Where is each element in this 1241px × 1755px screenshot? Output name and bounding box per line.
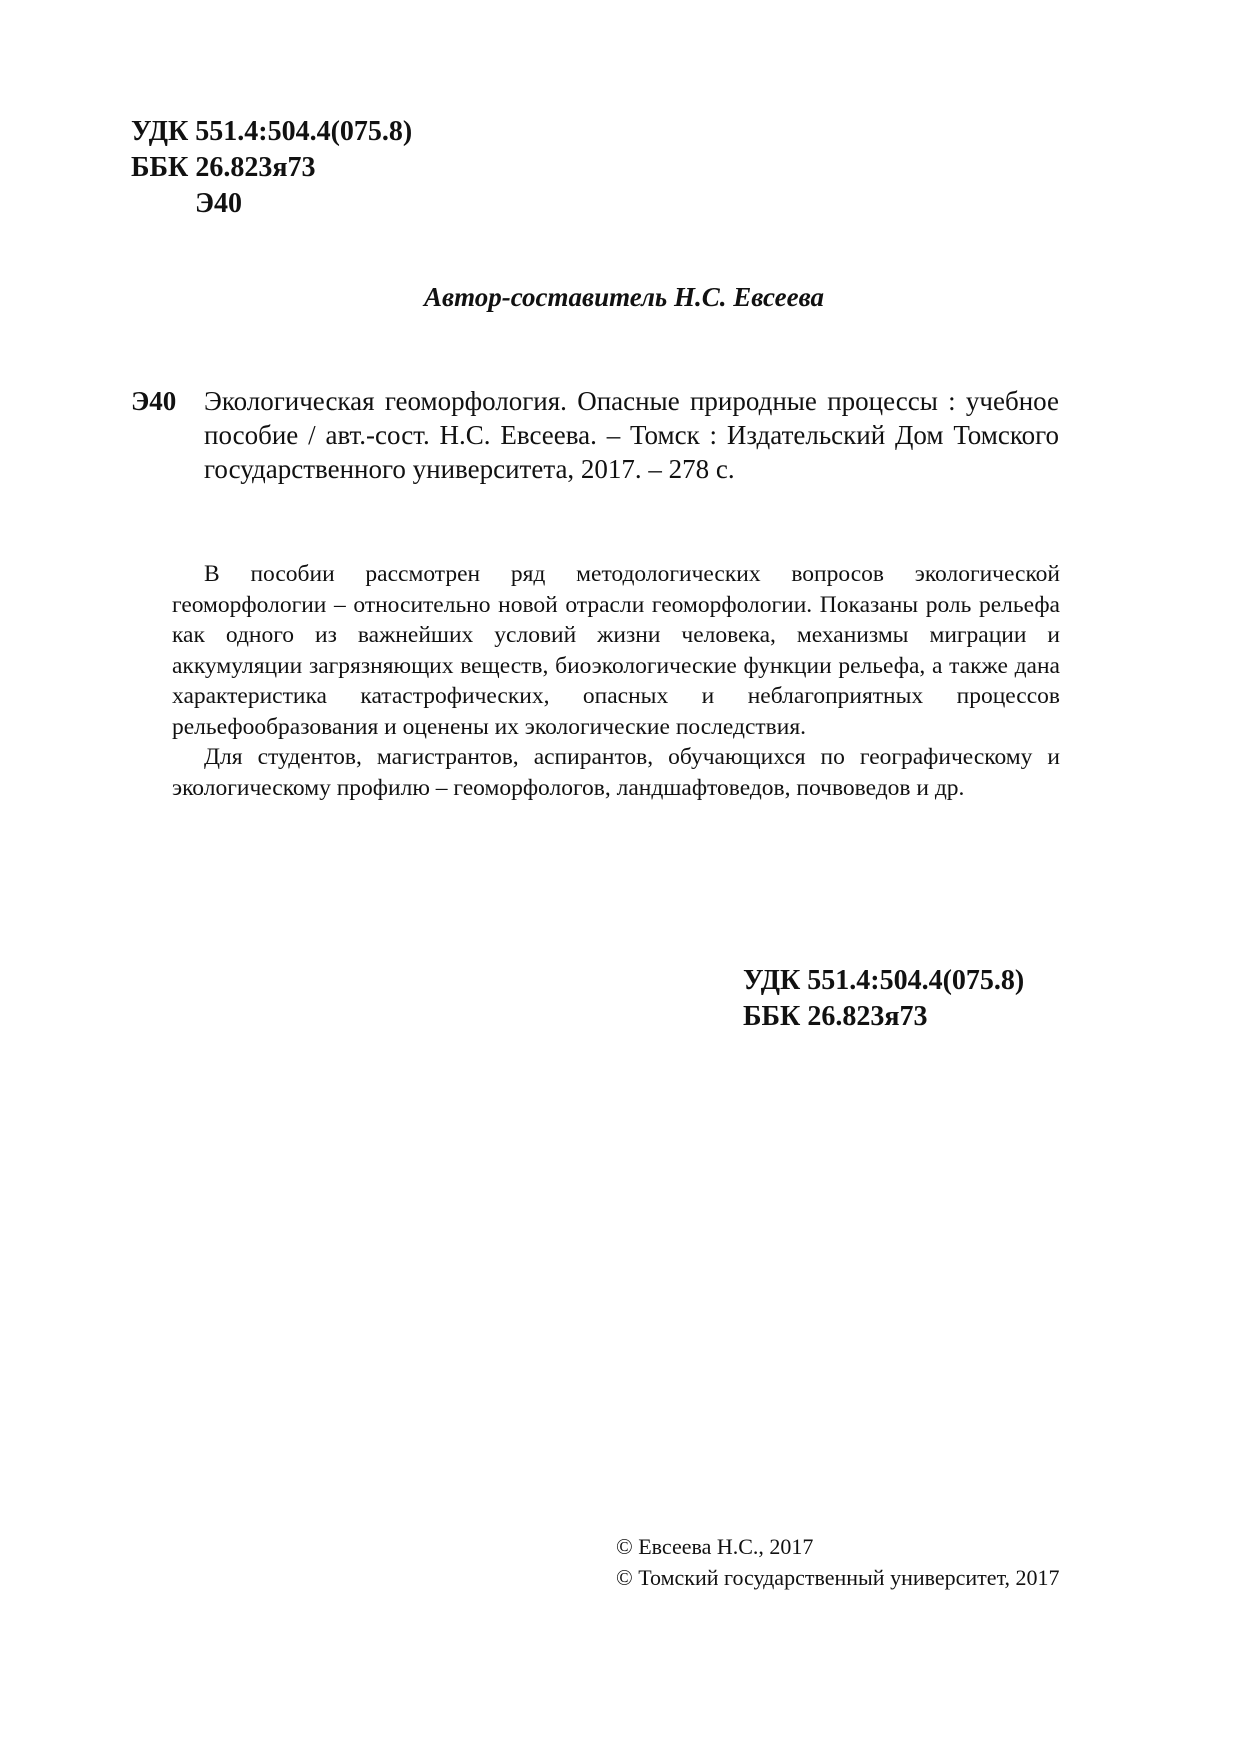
author-line	[0, 280, 1241, 314]
copyright-author: © Евсеева Н.С., 2017	[616, 1534, 814, 1559]
copyright-block	[616, 1531, 1060, 1593]
bibliographic-record	[131, 384, 1061, 486]
udk-code: УДК 551.4:504.4(075.8)	[131, 116, 413, 147]
annotation-paragraph-1: В пособии рассмотрен ряд методологических вопросов экологической геоморфологии – относительно новой отрасли геоморфологии. Показаны роль рельефа как одного из важнейших условий жизни человека, механизмы миграции и аккумуляции загрязняющих веществ, биоэкологические функции рельефа, а также дана характеристика катастрофических, опасных и неблагоприятных процессов рельефообразования и оценены их экологические последствия.	[172, 561, 1060, 740]
annotation	[172, 559, 1060, 803]
bbk-code-bottom: ББК 26.823я73	[743, 1001, 928, 1032]
udk-code-bottom: УДК 551.4:504.4(075.8)	[743, 965, 1025, 996]
copyright-university: © Томский государственный университет, 2017	[616, 1565, 1060, 1590]
biblio-description: Экологическая геоморфология. Опасные природные процессы : учебное пособие / авт.-сост. Н.С. Евсеева. – Томск : Издательский Дом Томского государственного университета, 2017. – 278 с.	[204, 386, 1059, 484]
classification-codes-bottom	[743, 963, 1024, 1035]
classification-codes-top	[131, 114, 412, 222]
bbk-code: ББК 26.823я73	[131, 152, 316, 183]
author-mark: Э40	[195, 188, 242, 219]
biblio-author-mark: Э40	[131, 386, 177, 416]
annotation-paragraph-2: Для студентов, магистрантов, аспирантов, обучающихся по географическому и экологическому профилю – геоморфологов, ландшафтоведов, почвоведов и др.	[172, 744, 1060, 801]
author-name: Автор-составитель Н.С. Евсеева	[424, 282, 824, 312]
